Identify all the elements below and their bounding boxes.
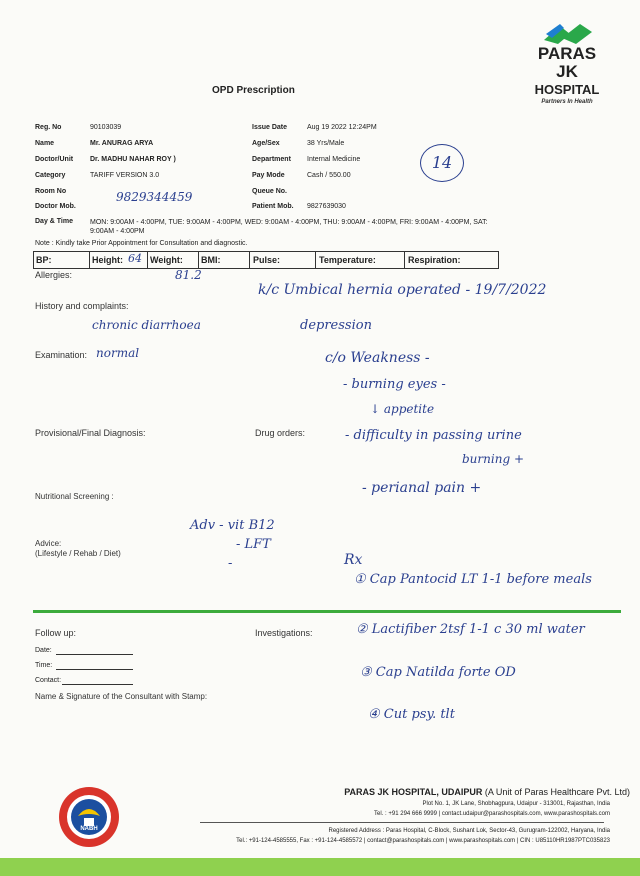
medication-1: ① Cap Pantocid LT 1-1 before meals <box>354 572 592 587</box>
history-left-note: chronic diarrhoea <box>92 318 201 332</box>
signature-label: Name & Signature of the Consultant with Stamp: <box>35 692 208 701</box>
allergies-label: Allergies: <box>35 270 73 280</box>
pay-mode: Cash / 550.00 <box>307 172 351 179</box>
reg-no: 90103039 <box>90 124 122 131</box>
time-label: Time: <box>35 662 53 669</box>
advice-note-1: Adv - vit B12 <box>190 518 275 533</box>
age-label: Age/Sex <box>252 140 280 147</box>
logo-line1: PARAS <box>537 44 597 63</box>
history-label: History and complaints: <box>35 301 129 311</box>
contact-label: Contact: <box>35 677 62 684</box>
category: TARIFF VERSION 3.0 <box>90 172 160 179</box>
footer-registered-address: Registered Address : Paras Hospital, C-Block, Sushant Lok, Sector-43, Gurugram-122002, Haryana, India <box>328 828 610 834</box>
daytime: MON: 9:00AM - 4:00PM, TUE: 9:00AM - 4:00PM, WED: 9:00AM - 4:00PM, THU: 9:00AM - 4:00PM, FRI: 9:00AM - 4:00PM, SAT: 9:00AM - 4:00PM <box>90 219 488 235</box>
advice-note-2: - LFT <box>236 537 271 552</box>
medication-4: ④ Cut psy. tlt <box>368 707 455 722</box>
follow-up-label: Follow up: <box>35 628 77 638</box>
nabh-seal-icon <box>58 786 120 848</box>
pay-mode-label: Pay Mode <box>252 172 285 179</box>
drug-orders-label: Drug orders: <box>255 428 306 438</box>
examination-label: Examination: <box>35 350 88 360</box>
patient-mob-label: Patient Mob. <box>252 203 294 210</box>
respiration-label: Respiration: <box>408 255 461 265</box>
footer-divider <box>200 822 604 823</box>
complaint-burning: burning + <box>462 452 524 466</box>
circled-number: 14 <box>420 144 464 182</box>
footer-company-line <box>344 787 630 797</box>
pulse-label: Pulse: <box>253 255 281 265</box>
age-sex: 38 Yrs/Male <box>307 140 345 147</box>
height-label: Height: <box>92 255 123 265</box>
green-separator <box>33 610 621 613</box>
nabh-text: NABH <box>80 826 98 832</box>
patient-mob: 9827639030 <box>307 203 346 210</box>
queue-label: Queue No. <box>252 188 288 195</box>
footer-tel: Tel.: +91-124-4585555, Fax : +91-124-4585572 | contact@parashospitals.com | www.parashospitals.com | CIN : U85110HR1987PTC035823 <box>236 838 610 844</box>
footer-company-sub: (A Unit of Paras Healthcare Pvt. Ltd) <box>484 787 630 797</box>
height-value: 64 <box>128 252 142 265</box>
reg-no-label: Reg. No <box>35 124 62 131</box>
weight-value: 81.2 <box>175 268 202 282</box>
bmi-label: BMI: <box>201 255 221 265</box>
daytime-label: Day & Time <box>35 218 73 225</box>
medication-2: ② Lactifiber 2tsf 1-1 c 30 ml water <box>356 622 585 637</box>
complaint-weakness: c/o Weakness - <box>325 350 430 366</box>
history-right-note: k/c Umbical hernia operated - 19/7/2022 <box>258 282 547 298</box>
temperature-label: Temperature: <box>319 255 376 265</box>
name-label: Name <box>35 140 55 147</box>
bp-label: BP: <box>36 255 52 265</box>
department-label: Department <box>252 156 291 163</box>
note: Note : Kindly take Prior Appointment for Consultation and diagnostic. <box>35 240 248 247</box>
doctor-mob: 9829344459 <box>116 190 193 204</box>
doctor-label: Doctor/Unit <box>35 156 74 163</box>
vitals-bar <box>33 251 499 269</box>
logo-tagline: Partners In Health <box>541 99 593 105</box>
department: Internal Medicine <box>307 156 361 163</box>
room-label: Room No <box>35 188 67 195</box>
doctor-mob-label: Doctor Mob. <box>35 203 76 210</box>
logo-line2: JK <box>556 62 578 81</box>
footer-company: PARAS JK HOSPITAL, UDAIPUR <box>344 787 483 797</box>
footer-green-band <box>0 858 640 876</box>
examination-note: normal <box>96 346 140 360</box>
category-label: Category <box>35 172 66 179</box>
issue-date-label: Issue Date <box>252 124 288 131</box>
history-right-note-2: depression <box>300 318 372 333</box>
patient-name: Mr. ANURAG ARYA <box>90 140 154 147</box>
advice-note-3: - <box>228 556 233 571</box>
complaint-difficulty: - difficulty in passing urine <box>345 428 522 443</box>
complaint-perianal: - perianal pain + <box>362 480 482 496</box>
issue-date: Aug 19 2022 12:24PM <box>307 124 377 131</box>
complaint-appetite: ↓ appetite <box>370 402 435 416</box>
page-title: OPD Prescription <box>212 85 295 96</box>
complaint-burning-eyes: - burning eyes - <box>343 377 446 392</box>
date-label: Date: <box>35 647 52 654</box>
medication-3: ③ Cap Natilda forte OD <box>360 665 516 680</box>
doctor-name: Dr. MADHU NAHAR ROY ) <box>90 156 176 163</box>
logo-line3: HOSPITAL <box>534 82 600 97</box>
weight-label: Weight: <box>150 255 183 265</box>
advice-label: Advice: <box>35 539 62 548</box>
nabh-seal <box>58 786 120 848</box>
diagnosis-label: Provisional/Final Diagnosis: <box>35 428 146 438</box>
nutrition-label: Nutritional Screening : <box>35 492 114 501</box>
footer-contact: Tel. : +91 294 666 9999 | contact.udaipur@parashospitals.com, www.parashospitals.com <box>374 811 610 817</box>
rx-symbol: Rx <box>344 552 363 568</box>
investigations-label: Investigations: <box>255 628 313 638</box>
footer-address: Plot No. 1, JK Lane, Shobhagpura, Udaipur - 313001, Rajasthan, India <box>422 801 610 807</box>
hospital-logo <box>522 22 612 112</box>
logo-mark-icon <box>536 22 606 44</box>
advice-sub-label: (Lifestyle / Rehab / Diet) <box>35 549 121 558</box>
